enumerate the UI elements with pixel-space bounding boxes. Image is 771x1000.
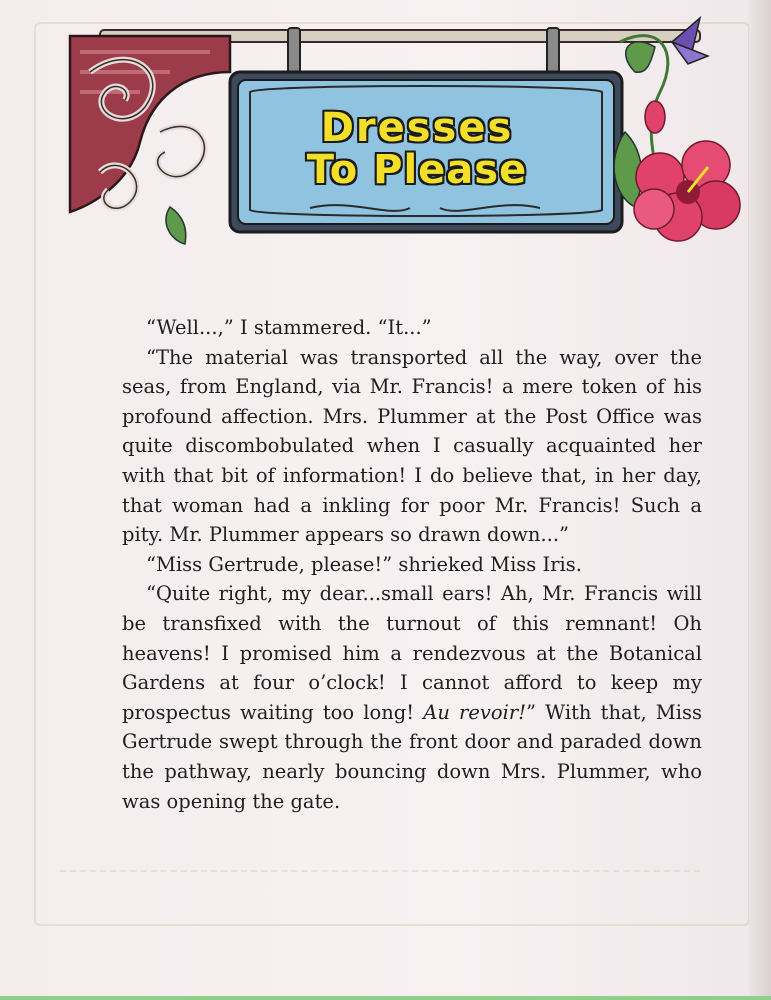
bleed-through-footer — [60, 870, 700, 908]
shop-sign-title — [236, 84, 598, 214]
book-gutter — [749, 0, 771, 1000]
story-paragraph: “The material was transported all the way, over the seas, from England, via Mr. Francis! a mere token of his profound affection. Mrs. Plummer at the Post Office was quite discombobulated when I casually acquainted her with that bit of information! I do believe that, in her day, that woman had a inkling for poor Mr. Francis! Such a pity. Mr. Plummer appears so drawn down...” — [122, 345, 702, 547]
paragraph-text: “Quite right, my dear...small ears! Ah, Mr. Francis will be transfixed with the turnout of this remnant! Oh heavens! I promised him a rendezvous at the Botanical Gardens at four o’clock! I cannot afford to keep my prospectus waiting too long! — [122, 582, 702, 724]
story-paragraph: “Well...,” I stammered. “It...” — [146, 316, 432, 339]
sign-title-line-1: Dresses — [320, 105, 514, 151]
story-paragraph — [122, 579, 702, 816]
story-text — [122, 313, 702, 816]
italic-phrase: Au revoir! — [423, 700, 527, 724]
story-paragraph: “Miss Gertrude, please!” shrieked Miss Iris. — [146, 552, 582, 576]
page-bottom-edge — [0, 996, 771, 1000]
sign-title-line-2: To Please — [306, 147, 528, 193]
paragraph-text: ” With that, Miss Gertrude swept through the front door and paraded down the pathway, nearly bouncing down Mrs. Plummer, who was opening the gate. — [122, 700, 703, 813]
